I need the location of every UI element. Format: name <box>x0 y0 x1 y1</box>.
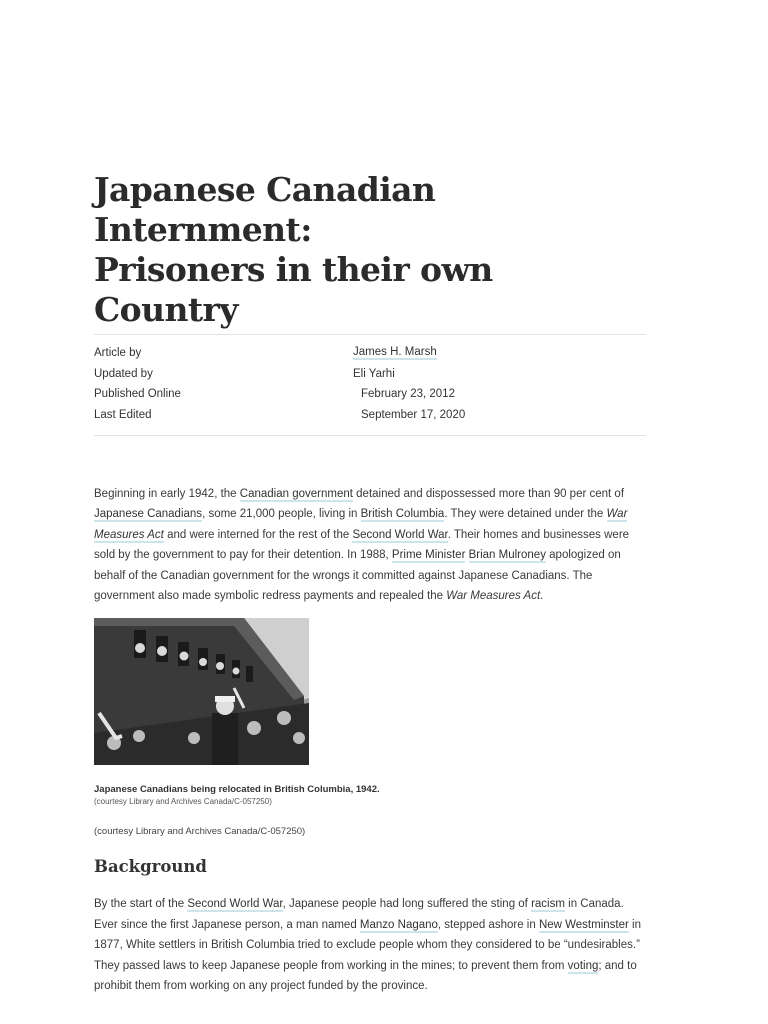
text: By the start of the <box>94 898 188 911</box>
link-war-measures-act[interactable]: War Measures Act <box>94 508 628 541</box>
meta-row-published <box>94 384 646 405</box>
link-japanese-canadians[interactable]: Japanese Canadians <box>94 508 203 521</box>
photo-credit: (courtesy Library and Archives Canada/C-057250) <box>94 797 272 807</box>
image-credit: (courtesy Library and Archives Canada/C-057250) <box>94 826 306 838</box>
meta-row-last-edited <box>94 405 646 426</box>
link-canadian-government[interactable]: Canadian government <box>239 488 353 500</box>
link-second-world-war[interactable]: Second World War <box>352 528 448 541</box>
text: and were interned for the rest of the <box>163 528 353 541</box>
war-measures-act-italic: War Measures Act <box>446 590 541 603</box>
text: in Canada. Ever since the first Japanese person, a man named <box>94 898 624 931</box>
link-british-columbia[interactable]: British Columbia <box>360 508 445 521</box>
text: , stepped ashore in <box>437 918 539 931</box>
meta-label: Article by <box>94 347 142 360</box>
text: detained and dispossessed more than 90 per cent of <box>352 488 625 500</box>
article-title <box>94 170 646 335</box>
text: . They were detained under the <box>444 508 607 521</box>
last-edited-date: September 17, 2020 <box>361 408 466 421</box>
link-voting[interactable]: voting <box>567 959 599 972</box>
link-brian-mulroney[interactable]: Brian Mulroney <box>468 549 546 562</box>
link-second-world-war[interactable]: Second World War <box>187 898 283 911</box>
intro-paragraph <box>94 484 646 606</box>
meta-label: Published Online <box>94 388 181 401</box>
title-line-1: Japanese Canadian Internment: <box>94 170 436 249</box>
section-heading-background: Background <box>94 857 207 877</box>
text: in 1877, White settlers in British Columbia tried to exclude people whom they considered to be “undesirables.” They passed laws to keep Japanese people from working in the mines; to prevent them from <box>94 918 641 972</box>
text: Beginning in early 1942, the <box>94 488 240 500</box>
article-meta <box>94 343 646 436</box>
meta-value: Eli Yarhi <box>353 367 395 380</box>
link-racism[interactable]: racism <box>531 898 565 911</box>
relocation-photo[interactable] <box>94 618 309 765</box>
text: , some 21,000 people, living in <box>202 508 361 521</box>
meta-label: Last Edited <box>94 408 152 421</box>
article-content <box>94 170 646 996</box>
meta-row-author <box>94 343 646 364</box>
link-manzo-nagano[interactable]: Manzo Nagano <box>359 918 438 931</box>
title-line-2: Prisoners in their own Country <box>94 250 493 329</box>
photo-caption: Japanese Canadians being relocated in British Columbia, 1942. <box>94 784 380 796</box>
link-new-westminster[interactable]: New Westminster <box>538 918 629 931</box>
meta-row-updated-by <box>94 364 646 385</box>
link-prime-minister[interactable]: Prime Minister <box>391 549 466 562</box>
author-link[interactable]: James H. Marsh <box>353 346 437 359</box>
meta-label: Updated by <box>94 367 153 380</box>
published-date: February 23, 2012 <box>361 388 455 401</box>
text: . Their homes and businesses were sold by the government to pay for their detention. In 1988, <box>94 528 630 562</box>
text: . <box>540 590 544 603</box>
background-paragraph <box>94 894 646 996</box>
text: , Japanese people had long suffered the sting of <box>282 898 532 911</box>
text: apologized on behalf of the Canadian government for the wrongs it committed against Japanese Canadians. The government also made symbolic redress payments and repealed the <box>94 549 621 603</box>
text: ; and to prohibit them from working on any project funded by the province. <box>94 959 637 993</box>
